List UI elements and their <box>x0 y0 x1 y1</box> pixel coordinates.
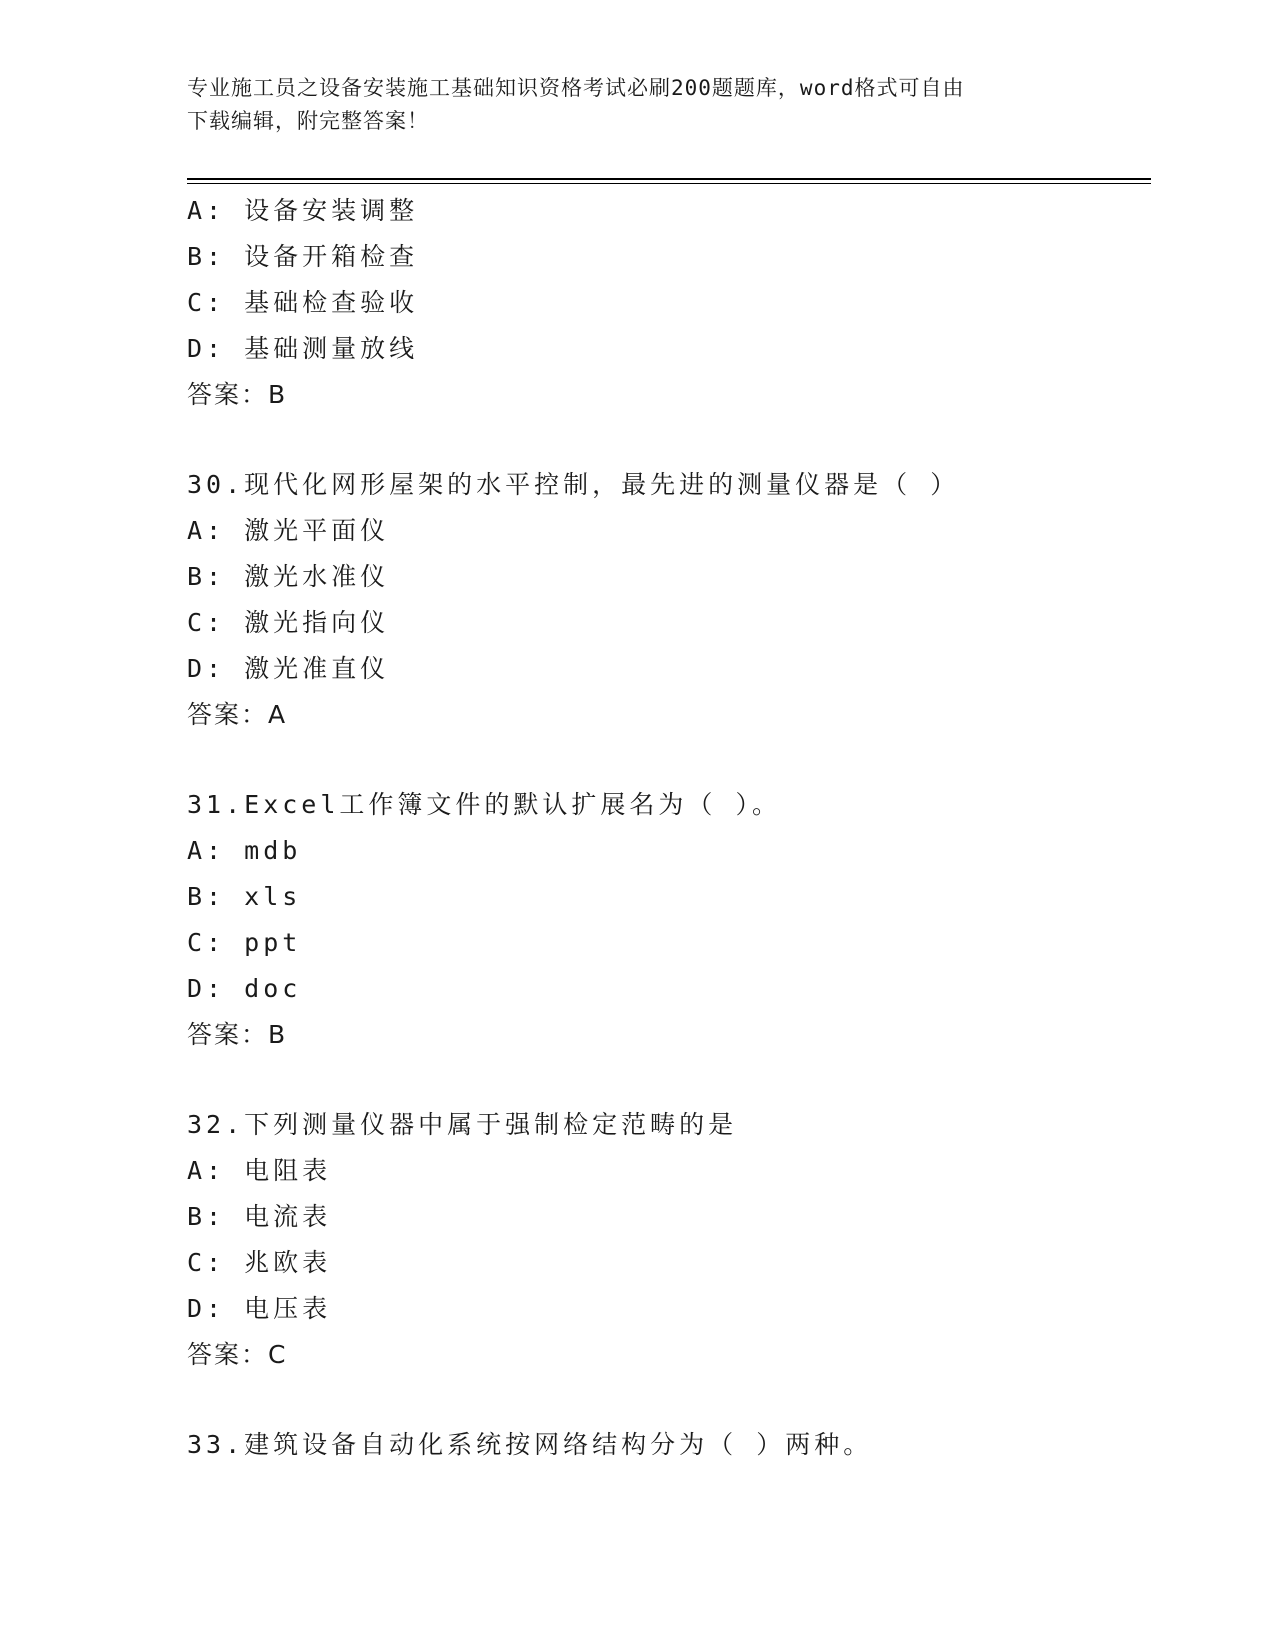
question-block-30 <box>187 462 1151 738</box>
option-c: C: 激光指向仪 <box>187 608 390 637</box>
question-block-29 <box>187 188 1151 418</box>
answer-text: 答案：C <box>187 1340 288 1369</box>
option-c: C: 兆欧表 <box>187 1248 332 1277</box>
document-header <box>187 72 1087 138</box>
option-d: D: 电压表 <box>187 1294 332 1323</box>
question-text: 30.现代化网形屋架的水平控制，最先进的测量仪器是（ ） <box>187 470 960 499</box>
option-c: C: ppt <box>187 928 302 957</box>
header-title-line-1: 专业施工员之设备安装施工基础知识资格考试必刷200题题库，word格式可自由 <box>187 76 965 100</box>
spacer <box>187 738 1151 782</box>
option-a: A: 电阻表 <box>187 1156 332 1185</box>
option-d: D: 基础测量放线 <box>187 334 419 363</box>
header-title-line-2: 下载编辑，附完整答案！ <box>187 109 429 133</box>
header-divider-thin <box>187 183 1151 184</box>
question-block-32 <box>187 1102 1151 1378</box>
question-block-33 <box>187 1422 1151 1468</box>
spacer <box>187 418 1151 462</box>
option-d: D: doc <box>187 974 302 1003</box>
option-b: B: 设备开箱检查 <box>187 242 419 271</box>
answer-text: 答案：A <box>187 700 288 729</box>
question-list <box>187 188 1151 1468</box>
option-a: A: mdb <box>187 836 302 865</box>
question-text: 31.Excel工作簿文件的默认扩展名为（ ）。 <box>187 790 781 819</box>
option-a: A: 激光平面仪 <box>187 516 390 545</box>
option-c: C: 基础检查验收 <box>187 288 419 317</box>
question-text: 33.建筑设备自动化系统按网络结构分为（ ）两种。 <box>187 1430 873 1459</box>
answer-text: 答案：B <box>187 1020 288 1049</box>
option-b: B: 激光水准仪 <box>187 562 390 591</box>
question-text: 32.下列测量仪器中属于强制检定范畴的是 <box>187 1110 738 1139</box>
spacer <box>187 1378 1151 1422</box>
option-b: B: 电流表 <box>187 1202 332 1231</box>
answer-text: 答案：B <box>187 380 288 409</box>
option-b: B: xls <box>187 882 302 911</box>
option-d: D: 激光准直仪 <box>187 654 390 683</box>
header-divider-thick <box>187 178 1151 180</box>
option-a: A: 设备安装调整 <box>187 196 419 225</box>
question-block-31 <box>187 782 1151 1058</box>
spacer <box>187 1058 1151 1102</box>
